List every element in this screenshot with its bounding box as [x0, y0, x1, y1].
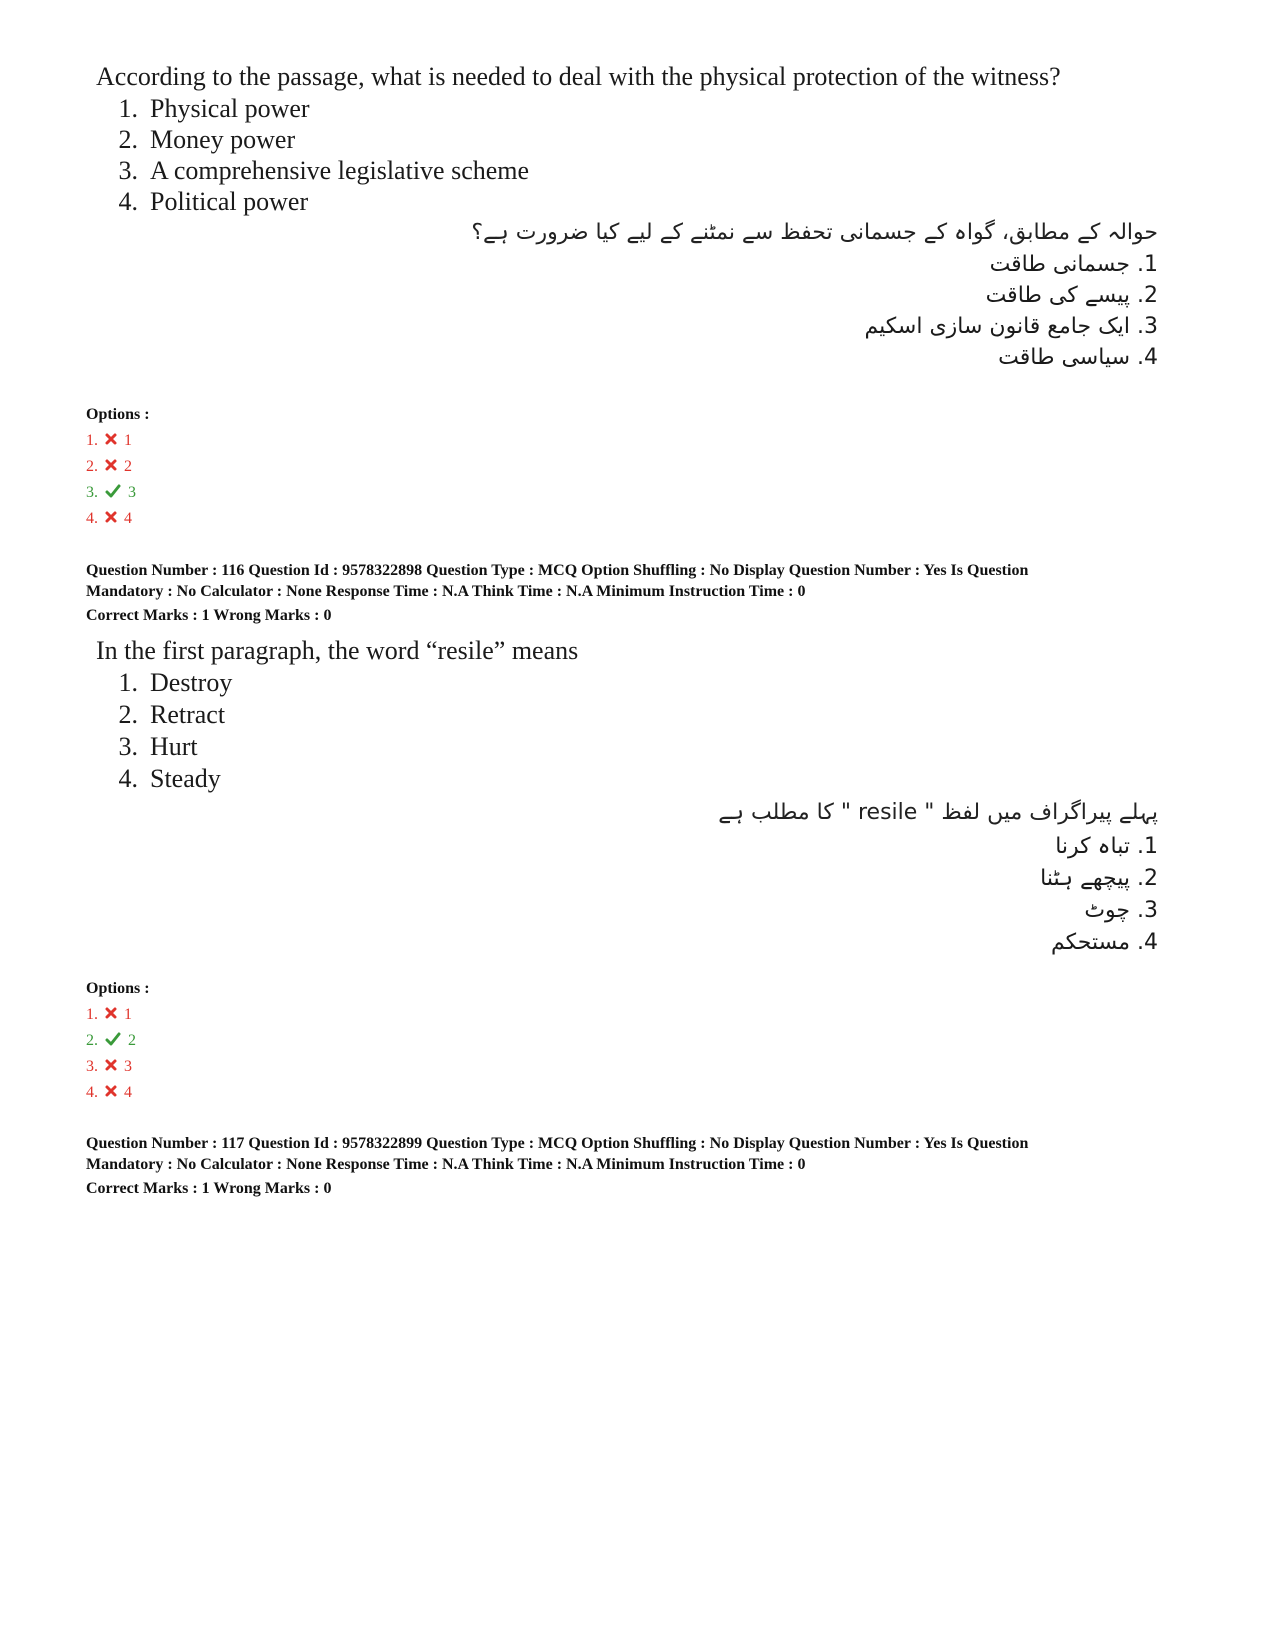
option-urdu — [998, 345, 1158, 370]
option-urdu — [986, 283, 1158, 308]
option-number: 3. — [1137, 314, 1158, 339]
option-urdu — [864, 314, 1158, 339]
cross-icon — [104, 1006, 118, 1020]
option-english — [96, 94, 310, 124]
options-label: Options : — [86, 980, 150, 997]
option-text: ایک جامع قانون سازی اسکیم — [864, 314, 1130, 339]
option-text: سیاسی طاقت — [998, 345, 1130, 370]
answer-option — [86, 432, 132, 450]
option-number: 4. — [118, 764, 138, 793]
answer-number: 2. — [86, 1032, 98, 1049]
option-urdu — [1040, 866, 1158, 891]
cross-icon — [104, 1058, 118, 1072]
option-number: 3. — [118, 732, 138, 761]
answer-option — [86, 1084, 132, 1102]
answer-option — [86, 484, 136, 502]
option-urdu — [1051, 930, 1158, 955]
answer-value: 2 — [124, 458, 132, 475]
question-stem-english: According to the passage, what is needed to deal with the physical protection of the witness? — [96, 62, 1061, 91]
option-text: جسمانی طاقت — [989, 252, 1130, 277]
answer-number: 3. — [86, 1058, 98, 1075]
option-text: Retract — [150, 700, 226, 729]
option-text: Political power — [150, 187, 309, 216]
check-icon — [104, 484, 122, 498]
answer-number: 4. — [86, 510, 98, 527]
cross-icon — [104, 458, 118, 472]
answer-number: 1. — [86, 1006, 98, 1023]
option-number: 4. — [118, 187, 138, 216]
option-number: 2. — [1137, 283, 1158, 308]
question-stem-urdu: حوالہ کے مطابق، گواہ کے جسمانی تحفظ سے نمٹنے کے لیے کیا ضرورت ہے؟ — [471, 220, 1158, 245]
option-number: 4. — [1137, 930, 1158, 955]
option-text: تباہ کرنا — [1055, 834, 1130, 859]
answer-option — [86, 1006, 132, 1024]
option-number: 2. — [118, 700, 138, 729]
option-text: Money power — [150, 125, 296, 154]
option-urdu — [990, 252, 1158, 277]
option-english — [96, 732, 198, 762]
option-number: 1. — [118, 668, 138, 697]
answer-value: 3 — [128, 484, 136, 501]
option-english — [96, 764, 221, 794]
option-text: پیچھے ہٹنا — [1040, 866, 1130, 891]
cross-icon — [104, 432, 118, 446]
option-urdu — [1055, 834, 1158, 859]
option-number: 2. — [118, 125, 138, 154]
answer-value: 2 — [128, 1032, 136, 1049]
option-text: Physical power — [150, 94, 310, 123]
answer-option — [86, 1032, 136, 1050]
option-english — [96, 700, 225, 730]
question-stem-english: In the first paragraph, the word “resile” means — [96, 636, 579, 665]
options-label: Options : — [86, 406, 150, 423]
option-text: A comprehensive legislative scheme — [150, 156, 530, 185]
option-number: 1. — [1137, 834, 1158, 859]
option-english — [96, 668, 232, 698]
question-stem-urdu: پہلے پیراگراف میں لفظ " resile " کا مطلب ہے — [718, 800, 1158, 825]
option-number: 1. — [118, 94, 138, 123]
option-urdu — [1084, 898, 1158, 923]
answer-option — [86, 1058, 132, 1076]
answer-number: 1. — [86, 432, 98, 449]
option-number: 3. — [118, 156, 138, 185]
option-number: 3. — [1137, 898, 1158, 923]
cross-icon — [104, 510, 118, 524]
question-meta-line: Question Number : 116 Question Id : 9578322898 Question Type : MCQ Option Shuffling : No Display Question Number : Yes Is Question — [86, 562, 1029, 579]
cross-icon — [104, 1084, 118, 1098]
question-meta-line: Question Number : 117 Question Id : 9578322899 Question Type : MCQ Option Shuffling : No Display Question Number : Yes Is Question — [86, 1135, 1029, 1152]
answer-number: 3. — [86, 484, 98, 501]
question-meta-line: Mandatory : No Calculator : None Response Time : N.A Think Time : N.A Minimum Instruction Time : 0 — [86, 583, 806, 600]
question-meta — [86, 1133, 1028, 1175]
question-marks: Correct Marks : 1 Wrong Marks : 0 — [86, 607, 332, 624]
answer-value: 4 — [124, 1084, 132, 1101]
option-text: پیسے کی طاقت — [985, 283, 1130, 308]
answer-value: 1 — [124, 432, 132, 449]
option-number: 1. — [1137, 252, 1158, 277]
option-text: چوٹ — [1084, 898, 1130, 923]
answer-number: 2. — [86, 458, 98, 475]
option-text: Hurt — [150, 732, 198, 761]
answer-value: 1 — [124, 1006, 132, 1023]
answer-option — [86, 510, 132, 528]
option-english — [96, 125, 295, 155]
option-number: 4. — [1137, 345, 1158, 370]
option-text: مستحکم — [1050, 930, 1130, 955]
question-meta — [86, 560, 1028, 602]
option-text: Steady — [150, 764, 221, 793]
option-english — [96, 156, 529, 186]
check-icon — [104, 1032, 122, 1046]
option-number: 2. — [1137, 866, 1158, 891]
option-english — [96, 187, 308, 217]
answer-option — [86, 458, 132, 476]
question-marks: Correct Marks : 1 Wrong Marks : 0 — [86, 1180, 332, 1197]
answer-value: 4 — [124, 510, 132, 527]
option-text: Destroy — [150, 668, 233, 697]
answer-value: 3 — [124, 1058, 132, 1075]
question-meta-line: Mandatory : No Calculator : None Response Time : N.A Think Time : N.A Minimum Instruction Time : 0 — [86, 1156, 806, 1173]
answer-number: 4. — [86, 1084, 98, 1101]
